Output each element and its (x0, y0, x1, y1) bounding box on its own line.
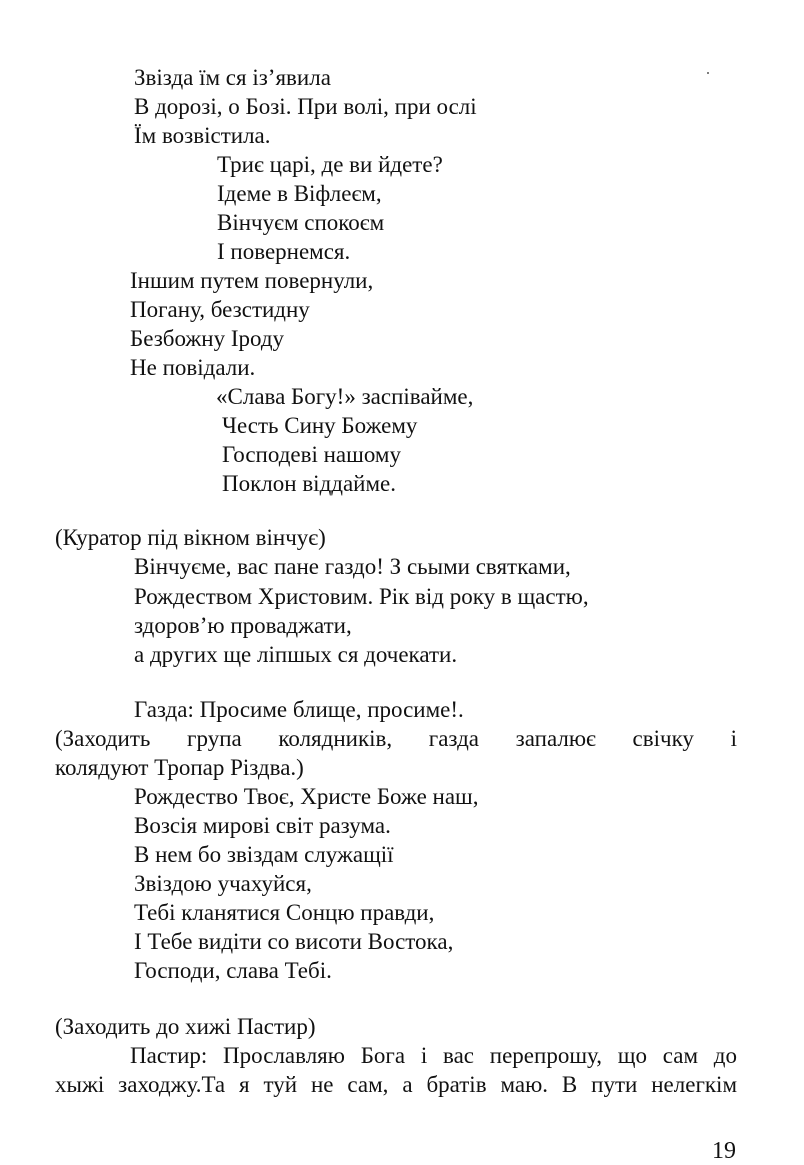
shepherd-stage-direction: (Заходить до хижі Пастир) (55, 1014, 316, 1039)
refrain2-line-3: Господеві нашому (222, 442, 401, 467)
curator-line-3: здоров’ю проваджати, (134, 613, 352, 638)
refrain2-line-2: Честь Сину Божему (222, 413, 418, 438)
refrain1-line-3: Вінчуєм спокоєм (217, 210, 385, 235)
curator-line-2: Рождеством Христовим. Рік від року в щастю, (134, 584, 589, 609)
gazda-line: Газда: Просиме блище, просиме!. (134, 697, 464, 722)
page-number: 19 (712, 1138, 736, 1164)
curator-stage-direction: (Куратор під вікном вінчує) (55, 525, 326, 550)
verse2-line-1: Іншим путем повернули, (130, 268, 374, 293)
verse1-line-2: В дорозі, о Бозі. При волі, при ослі (134, 94, 477, 119)
verse1-line-3: Їм возвістила. (134, 123, 271, 148)
shepherd-line-2: хыжі заходжу.Та я туй не сам, а братів маю. В пути нелегкім (55, 1072, 737, 1097)
refrain1-line-1: Триє царі, де ви йдете? (217, 152, 443, 177)
curator-line-4: а других ще ліпшых ся дочекати. (134, 642, 458, 667)
verse1-line-1: Звізда їм ся із’явила (134, 65, 331, 90)
verse2-line-2: Погану, безстидну (130, 297, 310, 322)
troparion-line-2: Возсія мирові світ разума. (134, 813, 391, 838)
refrain1-line-4: І повернемся. (217, 239, 351, 264)
shepherd-line-1: Пастир: Прославляю Бога і вас перепрошу, що сам до (130, 1043, 737, 1068)
verse2-line-4: Не повідали. (130, 355, 256, 380)
curator-line-1: Вінчуєме, вас пане газдо! З сьыми святками, (134, 554, 571, 579)
troparion-line-5: Тебі кланятися Сонцю правди, (134, 900, 435, 925)
gazda-stage-direction-line-1: (Заходить група колядників, газда запалює свічку і (55, 726, 737, 751)
troparion-line-4: Звіздою учахуйся, (134, 871, 312, 896)
troparion-line-1: Рождество Твоє, Христе Боже наш, (134, 784, 479, 809)
verse2-line-3: Безбожну Іроду (130, 326, 285, 351)
refrain2-line-4: Поклон віддайме. (222, 471, 397, 496)
troparion-line-3: В нем бо звіздам служащії (134, 842, 394, 867)
refrain1-line-2: Ідеме в Віфлеєм, (217, 181, 382, 206)
troparion-line-7: Господи, слава Тебі. (134, 958, 332, 983)
gazda-stage-direction-line-2: колядуют Тропар Різдва.) (55, 755, 304, 780)
troparion-line-6: І Тебе видіти со висоти Востока, (134, 929, 454, 954)
scan-speck (707, 72, 709, 74)
refrain2-line-1: «Слава Богу!» заспівайме, (216, 384, 474, 409)
